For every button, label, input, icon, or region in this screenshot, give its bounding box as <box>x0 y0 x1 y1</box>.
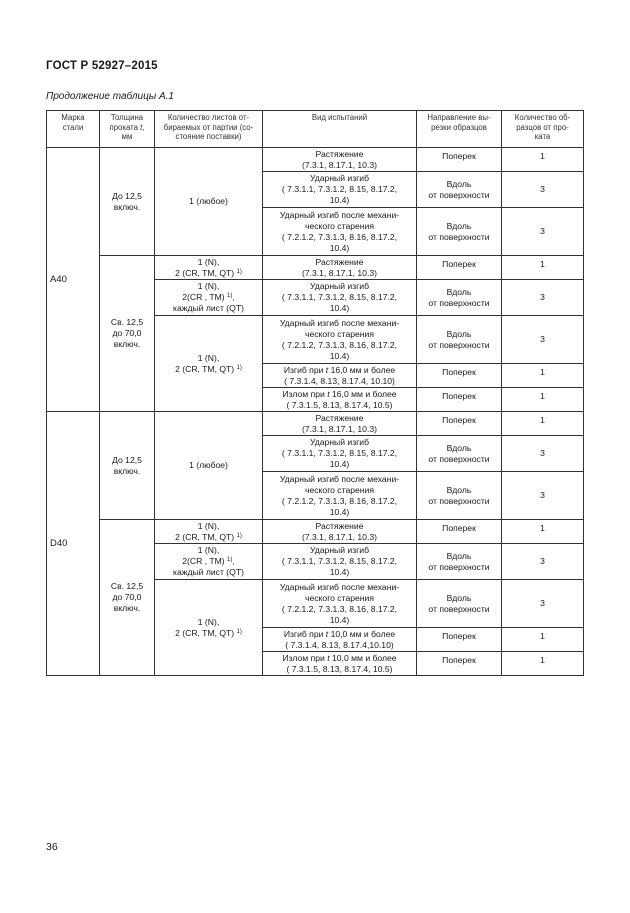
sheets-cell <box>155 256 263 280</box>
page-number: 36 <box>46 841 58 853</box>
count-cell: 1 <box>502 388 584 412</box>
test-cell <box>263 628 417 652</box>
cell-line: 10.4) <box>329 614 350 625</box>
cell-line: 2 (CR, TM, QT) <box>175 627 237 638</box>
thickness-cell <box>100 520 155 676</box>
direction-cell <box>417 208 502 256</box>
cell-line: Св. 12,5 <box>110 317 144 327</box>
cell-line: 10.4) <box>329 459 350 469</box>
count-cell: 3 <box>502 436 584 472</box>
cell-line: Ударный изгиб после механи- <box>279 317 400 328</box>
column-header-test: Вид испытаний <box>263 111 417 148</box>
cell-line: , <box>232 556 235 566</box>
direction-cell <box>417 520 502 544</box>
footnote-mark: 1) <box>226 557 233 563</box>
cell-line: Ударный изгиб после механи- <box>279 209 400 220</box>
cell-line: Св. 12,5 <box>110 581 144 591</box>
table-caption: Продолжение таблицы А.1 <box>46 91 174 102</box>
cell-line: Вдоль <box>446 220 472 231</box>
cell-line: 10.4) <box>329 303 350 313</box>
direction-cell <box>417 280 502 316</box>
cell-line: Ударный изгиб после механи- <box>279 473 400 484</box>
count-cell: 3 <box>502 316 584 364</box>
grade-cell: А40 <box>47 148 100 412</box>
cell-line: ческого старения <box>305 220 374 231</box>
header-text: разцов от про- <box>516 122 569 132</box>
footnote-mark: 1) <box>236 268 242 275</box>
cell-line: 16,0 мм и более <box>329 388 397 399</box>
direction-cell <box>417 148 502 172</box>
cell-line: t <box>327 652 330 663</box>
header-text: стали <box>62 122 84 132</box>
sheets-cell <box>155 544 263 580</box>
test-cell <box>263 208 417 256</box>
cell-line: 16,0 мм и более <box>328 364 396 375</box>
direction-cell <box>417 364 502 388</box>
table-body <box>47 148 584 676</box>
cell-line: 1 (N), <box>197 616 220 627</box>
cell-line: Вдоль <box>446 286 472 297</box>
cell-line: до 70,0 <box>112 328 142 338</box>
count-cell: 1 <box>502 652 584 676</box>
cell-line: ческого старения <box>305 328 374 339</box>
cell-line: Вдоль <box>446 328 472 339</box>
cell-line: 10.4) <box>329 242 350 253</box>
cell-line: (7.3.1, 8.17.1, 10.3) <box>301 267 377 278</box>
count-cell: 3 <box>502 172 584 208</box>
cell-line: 2 (CR, TM, QT) <box>175 531 237 542</box>
cell-line: Вдоль <box>446 178 472 189</box>
header-text: стояние поставки) <box>175 132 242 142</box>
cell-line: 2(CR , TM) <box>182 556 227 566</box>
test-cell <box>263 436 417 472</box>
test-cell <box>263 652 417 676</box>
count-cell: 3 <box>502 208 584 256</box>
column-header-count <box>502 111 584 148</box>
cell-line: от поверхности <box>428 297 490 308</box>
header-text: резки образцов <box>431 122 487 132</box>
count-cell: 1 <box>502 364 584 388</box>
header-text: Направление вы- <box>427 113 491 122</box>
cell-line: от поверхности <box>428 603 490 614</box>
header-text: проката <box>109 122 141 132</box>
thickness-cell <box>100 148 155 256</box>
column-header-direction <box>417 111 502 148</box>
cell-line: Растяжение <box>315 412 364 423</box>
cell-line: Ударный изгиб <box>309 281 370 291</box>
count-cell: 3 <box>502 544 584 580</box>
cell-line: Вдоль <box>446 442 472 453</box>
cell-line: До 12,5 <box>112 190 142 201</box>
header-text: Марка <box>61 113 85 122</box>
cell-line: от поверхности <box>428 561 490 572</box>
grade-cell: D40 <box>47 412 100 676</box>
cell-line: 10,0 мм и более <box>329 652 397 663</box>
direction-cell <box>417 628 502 652</box>
cell-line: 1 (N), <box>197 281 220 291</box>
footnote-mark: 1) <box>226 293 233 299</box>
cell-line: ческого старения <box>305 592 374 603</box>
cell-line: ( 7.2.1.2, 7.3.1.3, 8.16, 8.17.2, <box>281 603 398 614</box>
direction-cell <box>417 316 502 364</box>
cell-line: Вдоль <box>446 592 472 603</box>
header-text: бираемых от партии (со- <box>163 122 254 132</box>
cell-line: Ударный изгиб <box>309 437 370 447</box>
cell-line <box>157 268 260 279</box>
test-cell <box>263 388 417 412</box>
cell-line: ( 7.2.1.2, 7.3.1.3, 8.16, 8.17.2, <box>281 231 398 242</box>
footnote-mark: 1) <box>236 364 242 371</box>
thickness-cell <box>100 256 155 412</box>
cell-line: До 12,5 <box>112 454 142 465</box>
count-cell: 3 <box>502 280 584 316</box>
direction-cell <box>417 544 502 580</box>
cell-line <box>265 365 414 376</box>
direction-cell <box>417 412 502 436</box>
cell-line: от поверхности <box>428 453 490 464</box>
cell-line <box>157 364 260 375</box>
direction-cell <box>417 388 502 412</box>
cell-line <box>265 389 414 400</box>
cell-line: t <box>325 628 329 639</box>
cell-line: , <box>232 292 235 302</box>
cell-line: Вдоль <box>446 550 472 561</box>
cell-line: Поперек <box>442 259 476 269</box>
sheets-cell <box>155 580 263 676</box>
footnote-mark: 1) <box>236 628 242 635</box>
sheets-cell: 1 (любое) <box>155 148 263 256</box>
cell-line: ( 7.3.1.1, 7.3.1.2, 8.15, 8.17.2, <box>281 184 398 194</box>
test-cell <box>263 316 417 364</box>
cell-line: 1 (N), <box>197 520 220 531</box>
cell-line: от поверхности <box>428 189 490 200</box>
cell-line: ческого старения <box>305 484 374 495</box>
header-text: Количество листов от- <box>167 113 250 122</box>
column-header-thickness <box>100 111 155 148</box>
direction-cell <box>417 580 502 628</box>
count-cell: 1 <box>502 412 584 436</box>
cell-line: ( 7.3.1.1, 7.3.1.2, 8.15, 8.17.2, <box>281 292 398 302</box>
direction-cell <box>417 652 502 676</box>
cell-line: 2(CR , TM) <box>182 292 227 302</box>
cell-line: Поперек <box>442 523 476 533</box>
header-text <box>102 123 152 133</box>
test-cell <box>263 256 417 280</box>
cell-line: Ударный изгиб <box>309 545 370 555</box>
test-cell <box>263 472 417 520</box>
cell-line: включ. <box>113 201 141 212</box>
table-row <box>47 148 584 172</box>
column-header-sheets <box>155 111 263 148</box>
direction-cell <box>417 436 502 472</box>
test-cell <box>263 280 417 316</box>
document-code: ГОСТ Р 52927–2015 <box>46 60 158 72</box>
specimen-table <box>46 110 584 676</box>
header-text: t <box>140 122 143 132</box>
cell-line: Излом при <box>282 388 328 399</box>
table-row <box>47 412 584 436</box>
cell-line: 10.4) <box>329 350 350 361</box>
cell-line: Ударный изгиб после механи- <box>279 581 400 592</box>
footnote-mark: 1) <box>236 532 242 539</box>
test-cell <box>263 364 417 388</box>
cell-line: 1 (N), <box>197 545 220 555</box>
thickness-cell <box>100 412 155 520</box>
cell-line: t <box>327 388 330 399</box>
count-cell: 3 <box>502 580 584 628</box>
count-cell: 1 <box>502 256 584 280</box>
column-header-grade <box>47 111 100 148</box>
cell-line <box>265 653 414 664</box>
header-text: Толщина <box>110 113 144 122</box>
test-cell <box>263 580 417 628</box>
cell-line: (7.3.1, 8.17.1, 10.3) <box>301 423 377 434</box>
cell-line: 1 (N), <box>197 256 220 267</box>
cell-line: Поперек <box>442 655 476 665</box>
cell-line <box>157 556 260 567</box>
cell-line <box>265 629 414 640</box>
cell-line: Поперек <box>442 415 476 425</box>
cell-line: (7.3.1, 8.17.1, 10.3) <box>301 531 377 542</box>
cell-line: t <box>325 364 329 375</box>
table-header-row <box>47 111 584 148</box>
sheets-cell: 1 (любое) <box>155 412 263 520</box>
header-text: Количество об- <box>514 113 571 122</box>
direction-cell <box>417 172 502 208</box>
cell-line: Растяжение <box>315 520 364 531</box>
sheets-cell <box>155 316 263 412</box>
sheets-cell <box>155 520 263 544</box>
cell-line: от поверхности <box>428 495 490 506</box>
cell-line <box>157 532 260 543</box>
test-cell <box>263 520 417 544</box>
cell-line: включ. <box>113 339 141 349</box>
header-text: , <box>142 122 145 132</box>
cell-line: ( 7.3.1.1, 7.3.1.2, 8.15, 8.17.2, <box>281 556 398 566</box>
cell-line: ( 7.3.1.4, 8.13, 8.17.4,10.10) <box>285 639 394 650</box>
count-cell: 1 <box>502 148 584 172</box>
count-cell: 3 <box>502 472 584 520</box>
cell-line: Ударный изгиб <box>309 173 370 183</box>
cell-line: 10.4) <box>329 567 350 577</box>
test-cell <box>263 172 417 208</box>
cell-line: включ. <box>113 603 141 613</box>
header-text: ката <box>534 132 551 142</box>
cell-line: 10.4) <box>329 506 350 517</box>
cell-line: каждый лист (QT) <box>173 567 244 577</box>
cell-line: 10.4) <box>329 195 350 205</box>
count-cell: 1 <box>502 628 584 652</box>
cell-line: ( 7.3.1.5, 8.13, 8.17.4, 10.5) <box>286 399 393 410</box>
cell-line: от поверхности <box>428 339 490 350</box>
cell-line: Растяжение <box>315 256 364 267</box>
cell-line: включ. <box>113 465 141 476</box>
cell-line: (7.3.1, 8.17.1, 10.3) <box>301 159 377 170</box>
cell-line: 2 (CR, TM, QT) <box>175 363 237 374</box>
cell-line: каждый лист (QT) <box>173 303 244 313</box>
cell-line: ( 7.3.1.5, 8.13, 8.17.4, 10.5) <box>286 663 393 674</box>
cell-line: ( 7.2.1.2, 7.3.1.3, 8.16, 8.17.2, <box>281 339 398 350</box>
cell-line: от поверхности <box>428 231 490 242</box>
direction-cell <box>417 256 502 280</box>
cell-line <box>157 292 260 303</box>
cell-line: Вдоль <box>446 484 472 495</box>
test-cell <box>263 544 417 580</box>
table-row <box>47 256 584 280</box>
count-cell: 1 <box>502 520 584 544</box>
cell-line: ( 7.3.1.4, 8.13, 8.17.4, 10.10) <box>284 375 395 386</box>
cell-line: Поперек <box>442 367 476 377</box>
cell-line: Излом при <box>282 652 328 663</box>
cell-line: ( 7.2.1.2, 7.3.1.3, 8.16, 8.17.2, <box>281 495 398 506</box>
cell-line: Растяжение <box>315 148 364 159</box>
cell-line: Изгиб при <box>283 364 326 375</box>
table-row <box>47 520 584 544</box>
cell-line: ( 7.3.1.1, 7.3.1.2, 8.15, 8.17.2, <box>281 448 398 458</box>
test-cell <box>263 148 417 172</box>
cell-line <box>157 628 260 639</box>
cell-line: 1 (N), <box>197 352 220 363</box>
cell-line: Поперек <box>442 151 476 161</box>
cell-line: 10,0 мм и более <box>328 628 396 639</box>
cell-line: до 70,0 <box>112 592 142 602</box>
test-cell <box>263 412 417 436</box>
cell-line: Поперек <box>442 631 476 641</box>
cell-line: Изгиб при <box>283 628 326 639</box>
direction-cell <box>417 472 502 520</box>
cell-line: Поперек <box>442 391 476 401</box>
cell-line: 2 (CR, TM, QT) <box>175 267 237 278</box>
sheets-cell <box>155 280 263 316</box>
header-text: мм <box>121 132 133 142</box>
